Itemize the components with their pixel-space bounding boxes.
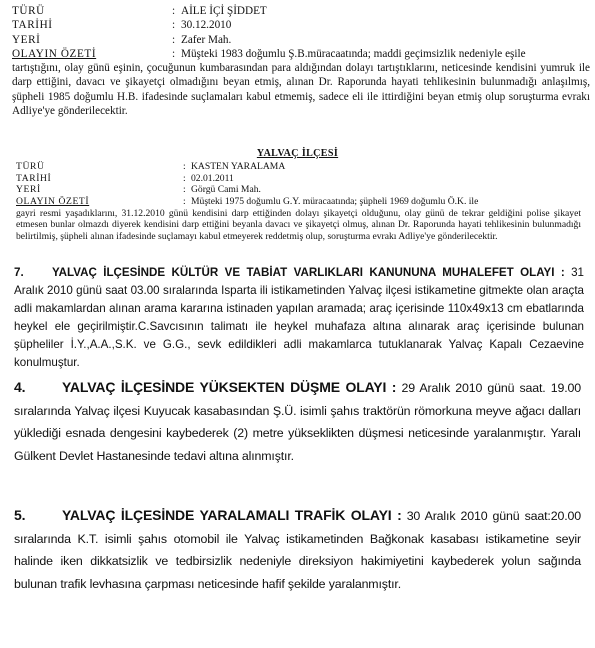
- field-value-date: 02.01.2011: [191, 172, 234, 184]
- field-value-place: Zafer Mah.: [181, 33, 232, 46]
- field-colon: :: [172, 5, 176, 17]
- section-number: 5.: [14, 507, 26, 523]
- incident-section-4: [14, 376, 581, 467]
- summary-row: [16, 196, 581, 208]
- field-label-type: TÜRÜ: [12, 5, 45, 17]
- field-label-type: TÜRÜ: [16, 161, 45, 172]
- field-value-type: KASTEN YARALAMA: [191, 161, 286, 172]
- field-row-type: [12, 4, 590, 18]
- section-heading: YALVAÇ İLÇESİNDE KÜLTÜR VE TABİAT VARLIKLARI KANUNUNA MUHALEFET OLAYI :: [52, 266, 565, 279]
- summary-first-line: Müşteki 1975 doğumlu G.Y. müracaatında; şüpheli 1969 doğumlu Ö.K. ile: [191, 196, 479, 208]
- field-colon: :: [183, 161, 186, 172]
- field-colon: :: [183, 184, 186, 196]
- summary-text: gayri resmi yaşadıklarını, 31.12.2010 günü kendisini darp ettiğinden dolayı şikayetçi olduğunu, olay günü de tekrar geldiğini polise şikayet etmesen bunlar olmazdı diyerek kendisini darp ettiğini beyanla davacı ve şikayetçi olmuş, alınan Dr. Raporunda hayati tehlikesinin bulunmadığı belirtilmiş, şüpheli alınan ifadesinde suçlamayı kabul etmeyerek reddetmiş olup, soruşturma evrakı Adliye'ye gönderilecektir.: [16, 207, 581, 243]
- incident-section-5: [14, 504, 581, 595]
- field-label-place: YERİ: [12, 33, 41, 46]
- section-body: 31 Aralık 2010 günü saat 03.00 sıralarında Isparta ili istikametinden Yalvaç ilçesi istikametine gitmekte olan araçta adli makamlardan alınan arama kararına istinaden yapılan aramada; araç içerisinde 110x49x13 cm ebatlarında heykel ele geçirilmiştir.C.Savcısının talimatı ile heykel muhafaza altına alınarak araç içerisinde bulunan şüpheliler İ.Y.,A.A.,S.K. ve G.G., sevk edildikleri adli makamlarca tutuklanarak Yalvaç Kapalı Cezaevine konulmuştur.: [14, 266, 584, 369]
- section-body: 30 Aralık 2010 günü saat:20.00 sıralarında K.T. isimli şahıs otomobil ile Yalvaç istikametinden Bağkonak kasabası istikametine seyir halinde iken dikkatsizlik ve tedbirsizlik nedeniyle direksiyon hakimiyetini kaybederek yolun sağında bulunan trafik levhasına çarpması neticesinde hafif şekilde yaralanmıştır.: [14, 509, 581, 591]
- field-row-place: [12, 33, 590, 47]
- record-aile-ici-siddet: [12, 4, 590, 118]
- field-label-date: TARİHİ: [16, 172, 52, 184]
- incident-section-7: [14, 264, 584, 372]
- field-value-place: Görgü Cami Mah.: [191, 184, 261, 196]
- field-row-type: [16, 161, 581, 173]
- summary-text: tartıştığını, olay günü eşinin, çocuğunun kumbarasından para aldığından dolayı tartıştıklarını, neticesinde kendisini yumruk ile darp ettiğini, davacı ve şikayetçi olmadığını beyan etmiş, alınan Dr. Raporunda hayati tehlikesinin bulunmadığı anlaşılmış, şüpheli 1985 doğumlu H.B. ifadesinde suçlamaları kabul etmemiş, sadece eli ile ittirdiğini beyan etmiş olup soruşturma evrakı Adliye'ye gönderilecektir.: [12, 62, 590, 118]
- section-heading: YALVAÇ İLÇESİNDE YARALAMALI TRAFİK OLAYI :: [62, 507, 402, 523]
- section-number: 4.: [14, 379, 26, 395]
- field-value-date: 30.12.2010: [181, 19, 232, 32]
- field-row-place: [16, 184, 581, 196]
- field-colon: :: [172, 47, 176, 60]
- field-row-date: [12, 18, 590, 32]
- field-row-date: [16, 173, 581, 185]
- field-label-place: YERİ: [16, 184, 41, 196]
- field-colon: :: [183, 196, 186, 208]
- district-heading: YALVAÇ İLÇESİ: [256, 148, 339, 159]
- summary-row: [12, 47, 590, 61]
- field-label-date: TARİHİ: [12, 19, 53, 32]
- section-heading: YALVAÇ İLÇESİNDE YÜKSEKTEN DÜŞME OLAYI :: [62, 379, 397, 395]
- section-body: 29 Aralık 2010 günü saat. 19.00 sıralarında Yalvaç ilçesi Kuyucak kasabasından Ş.Ü. isimli şahıs traktörün römorkuna meyve ağacı dalları yüklediği esnada dengesini kaybederek (2) metre yükseklikten düşmesi neticesinde yaralanmıştır. Yaralı Gülkent Devlet Hastanesinde tedavi altına alınmıştır.: [14, 381, 581, 463]
- field-value-type: AİLE İÇİ ŞİDDET: [181, 5, 267, 17]
- summary-label: OLAYIN ÖZETİ: [12, 47, 97, 60]
- field-colon: :: [183, 172, 186, 184]
- section-number: 7.: [14, 266, 24, 279]
- record-kasten-yaralama: [16, 161, 581, 243]
- field-colon: :: [172, 19, 176, 32]
- summary-first-line: Müşteki 1983 doğumlu Ş.B.müracaatında; maddi geçimsizlik nedeniyle eşile: [181, 47, 526, 60]
- summary-label: OLAYIN ÖZETİ: [16, 196, 90, 208]
- field-colon: :: [172, 33, 176, 46]
